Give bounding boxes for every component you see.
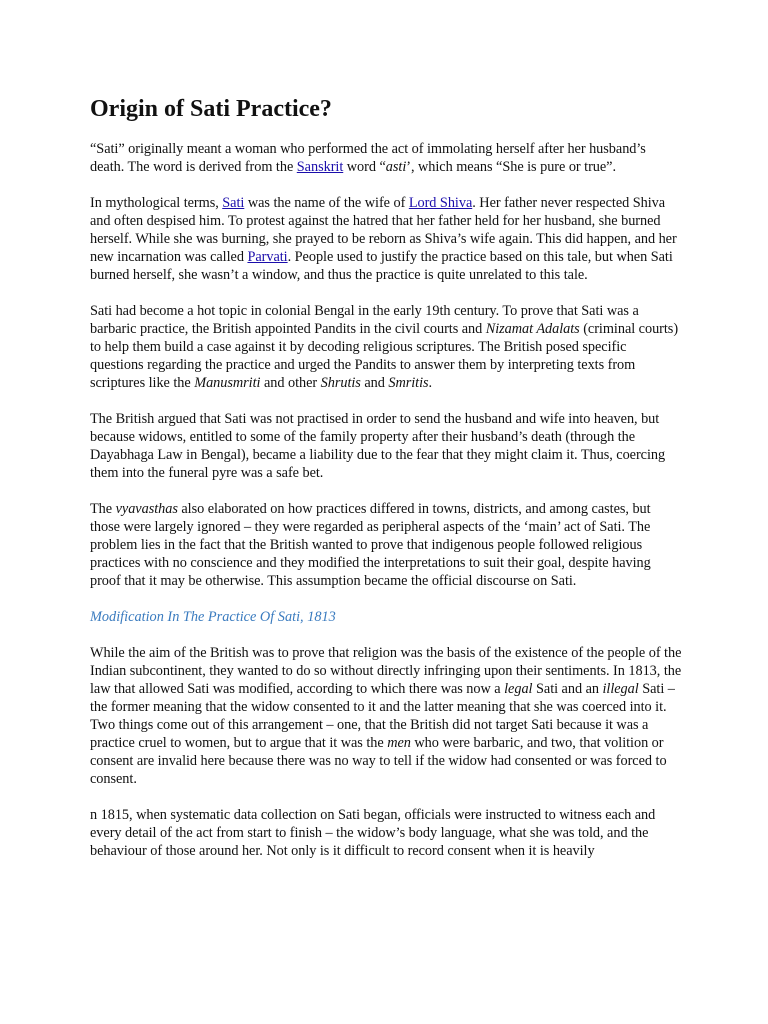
- link-sanskrit[interactable]: Sanskrit: [296, 159, 344, 175]
- page-title: Origin of Sati Practice?: [90, 96, 332, 122]
- text-span: Sati and an: [532, 681, 603, 697]
- text-span: .: [428, 375, 433, 391]
- paragraph-origin: [90, 140, 682, 176]
- italic-men: men: [387, 735, 411, 751]
- italic-smritis: Smritis: [388, 375, 429, 391]
- text-span: was the name of the wife of: [244, 195, 409, 211]
- text-span: In mythological terms,: [90, 195, 223, 211]
- link-parvati[interactable]: Parvati: [247, 249, 288, 265]
- italic-manusmriti: Manusmriti: [194, 375, 261, 391]
- text-span: “Sati” originally meant a woman who performed the act of immolating herself after her husband’s death. The word is derived from the: [90, 141, 646, 175]
- italic-shrutis: Shrutis: [320, 375, 361, 391]
- text-span: word “: [343, 159, 386, 175]
- text-span: and: [360, 375, 389, 391]
- italic-legal: legal: [504, 681, 533, 697]
- italic-vyavasthas: vyavasthas: [115, 501, 178, 517]
- paragraph-british-argument: The British argued that Sati was not practised in order to send the husband and wife into heaven, but because widows, entitled to some of the family property after their husband’s death (through the Dayabhaga Law in Bengal), became a liability due to the fear that they might claim it. Thus, coercing them into the funeral pyre was a safe bet.: [90, 411, 666, 481]
- section-subheading: Modification In The Practice Of Sati, 1813: [90, 609, 336, 625]
- italic-nizamat-adalats: Nizamat Adalats: [485, 321, 580, 337]
- italic-illegal: illegal: [602, 681, 639, 697]
- italic-asti: asti: [385, 159, 407, 175]
- text-span: The: [90, 501, 116, 517]
- document-page: [90, 95, 682, 878]
- text-span: (criminal courts) to help them build a case against it by decoding religious scriptures. The British posed specific questions regarding the practice and urged the Pandits to answer them by interpreting texts from scriptures like the: [90, 321, 679, 391]
- link-lord-shiva[interactable]: Lord Shiva: [408, 195, 473, 211]
- link-sati[interactable]: Sati: [222, 195, 245, 211]
- text-span: and other: [260, 375, 321, 391]
- text-span: who were barbaric, and two, that volition or consent are invalid here because there was no way to tell if the widow had consented or was forced to consent.: [90, 735, 667, 787]
- text-span: While the aim of the British was to prove that religion was the basis of the existence of the people of the Indian subcontinent, they wanted to do so without directly infringing upon their sentiments. In 1813, the law that allowed Sati was modified, according to which there was now a: [90, 645, 682, 697]
- paragraph-modification: [90, 644, 682, 788]
- paragraph-mythology: [90, 194, 682, 284]
- text-span: Sati had become a hot topic in colonial Bengal in the early 19th century. To prove that Sati was a barbaric practice, the British appointed Pandits in the civil courts and: [90, 303, 639, 337]
- text-span: also elaborated on how practices differed in towns, districts, and among castes, but those were largely ignored – they were regarded as peripheral aspects of the ‘main’ act of Sati. The problem lies in the fact that the British wanted to prove that indigenous people followed religious practices with no conscience and they modified the interpretations to suit their goal, despite having proof that it may be otherwise. This assumption became the official discourse on Sati.: [90, 501, 651, 589]
- text-span: . People used to justify the practice based on this tale, but when Sati burned herself, she wasn’t a window, and thus the practice is quite unrelated to this tale.: [90, 249, 673, 283]
- paragraph-vyavasthas: [90, 500, 682, 590]
- text-span: . Her father never respected Shiva and often despised him. To protest against the hatred that her father held for her husband, she burned herself. While she was burning, she prayed to be reborn as Shiva’s wife again. This did happen, and her new incarnation was called: [90, 195, 677, 265]
- paragraph-colonial-bengal: [90, 302, 682, 392]
- paragraph-data-collection: n 1815, when systematic data collection on Sati began, officials were instructed to witness each and every detail of the act from start to finish – the widow’s body language, what she was told, and the behaviour of those around her. Not only is it difficult to record consent when it is heavily: [90, 807, 656, 859]
- text-span: ’, which means “She is pure or true”.: [406, 159, 617, 175]
- text-span: Sati – the former meaning that the widow consented to it and the latter meaning that she was coerced into it. Two things come out of this arrangement – one, that the British did not target Sati because it was a practice cruel to women, but to argue that it was the: [90, 681, 675, 751]
